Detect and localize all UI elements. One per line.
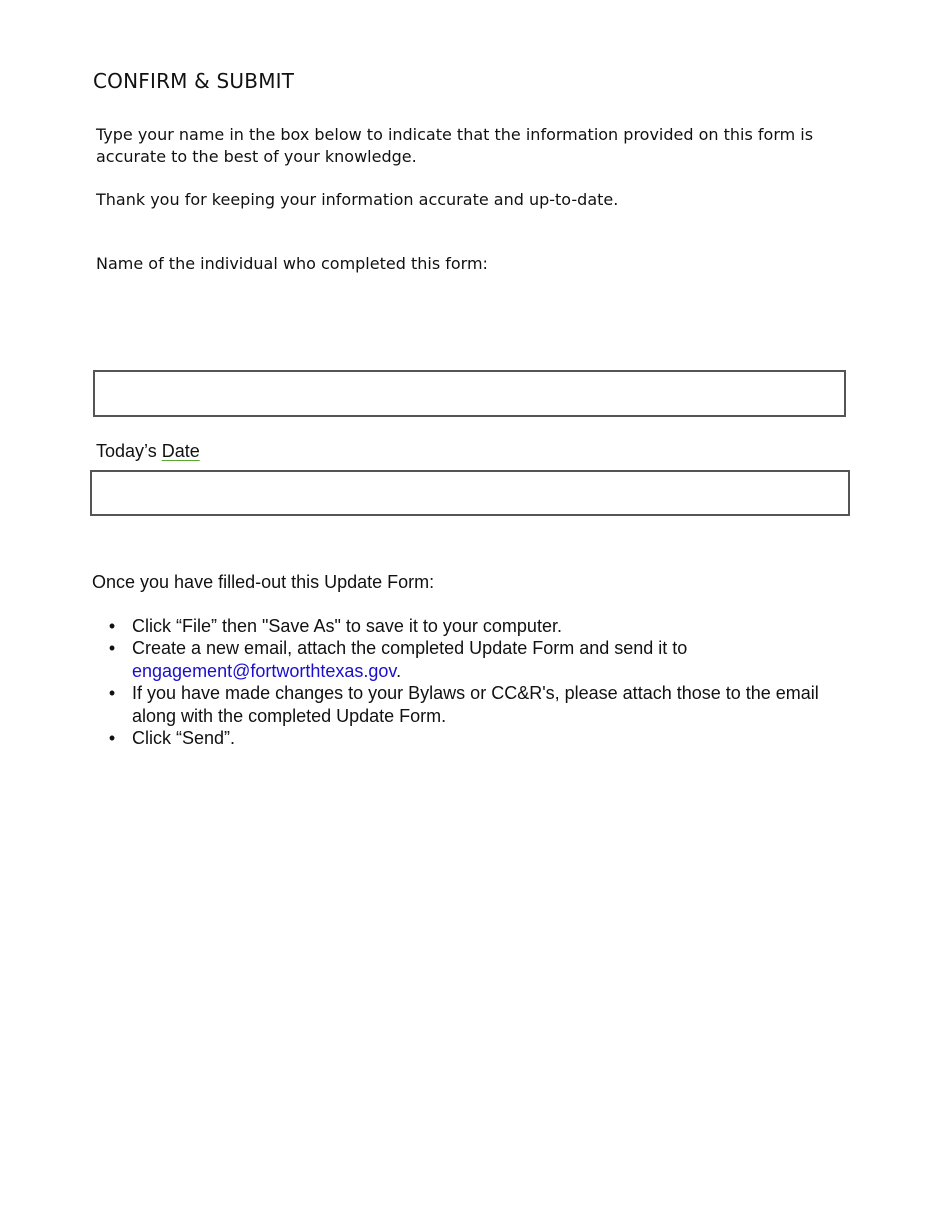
list-item (106, 637, 851, 682)
name-field-label: Name of the individual who completed this form: (96, 254, 488, 273)
bullet-icon: • (108, 728, 116, 749)
bullet-icon: • (108, 638, 116, 659)
step-text: Create a new email, attach the completed Update Form and send it to (132, 638, 688, 659)
step-text: Click “Send”. (132, 728, 236, 749)
step-text: If you have made changes to your Bylaws or CC&R's, please attach those to the email along with the completed Update Form. (132, 683, 819, 726)
bullet-icon: • (108, 616, 116, 636)
bullet-icon: • (108, 683, 116, 704)
name-input[interactable] (93, 370, 846, 417)
instructions-list (106, 615, 851, 749)
step-text: Click “File” then "Save As" to save it to your computer. (132, 616, 562, 636)
instructions-intro: Once you have filled-out this Update Form: (92, 572, 435, 592)
thanks-paragraph: Thank you for keeping your information accurate and up-to-date. (96, 190, 619, 209)
step-suffix: . (396, 660, 402, 681)
list-item (106, 615, 851, 637)
page-title: CONFIRM & SUBMIT (93, 69, 295, 93)
date-label-prefix: Today’s (96, 441, 162, 461)
date-field-label (96, 440, 200, 462)
intro-paragraph: Type your name in the box below to indicate that the information provided on this form is accurate to the best of your knowledge. (96, 125, 814, 166)
list-item (106, 727, 851, 749)
date-input[interactable] (90, 470, 850, 516)
email-link[interactable]: engagement@fortworthtexas.gov (132, 660, 397, 681)
date-label-word: Date (161, 441, 200, 461)
list-item (106, 682, 851, 727)
